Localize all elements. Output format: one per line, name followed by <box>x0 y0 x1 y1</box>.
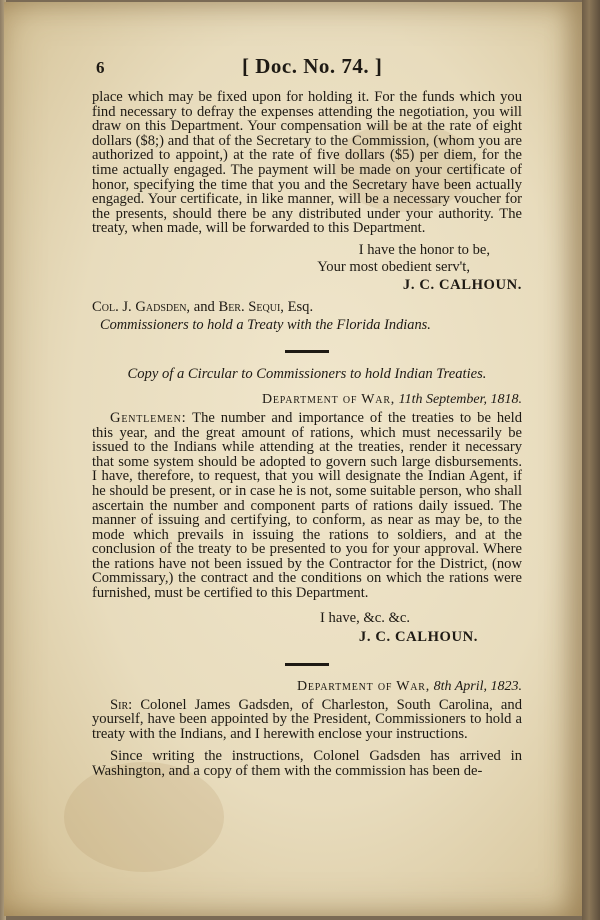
dateline-department: Department of War, <box>296 678 431 694</box>
letter2-para1-text: Colonel James Gadsden, of Charleston, South Carolina, and yourself, have been appointed by the President, Commissioners to hold a treaty with the Indians, and I herewith enclose your instructions. <box>92 696 522 742</box>
addressee-esq: Esq. <box>283 298 314 315</box>
circular-text: The number and importance of the treaties to be held this year, and the great amount of rations, which must necessarily be issued to the Indians while attending at the treaties, render it necessary that some system should be adopted to govern such large disbursements. I have, therefore, to request, that you will designate the Indian Agent, if he should be present, or in case he is not, some suitable person, who shall ascertain the number and component parts of rations daily issued. The manner of issuing and certifying, to conform, as near as may be, to the mode which prevails in issuing the rations to soldiers, and at the conclusion of the treaty to be presented to you for your approval. Where the rations have not been issued by the Contractor for the District, (now Commissary,) the contract and the conditions on which the rations were furnished, must be certified to this Department. <box>92 409 522 602</box>
addressee-name-1: Col. J. Gadsden, <box>92 298 191 315</box>
page-number: 6 <box>96 58 105 77</box>
letter2-para1 <box>92 698 522 742</box>
letter2-para2: Since writing the instructions, Colonel Gadsden has arrived in Washington, and a copy of them with the commission has been de- <box>92 748 522 780</box>
letter2-salutation: Sir: <box>110 696 133 713</box>
addressee-name-2: Ber. Sequi, <box>218 298 284 315</box>
letter1-closing-1: I have the honor to be, <box>358 241 490 258</box>
letter1-signature: J. C. CALHOUN. <box>402 276 522 293</box>
document-reference: [ Doc. No. 74. ] <box>242 54 383 78</box>
circular-closing: I have, &c. &c. <box>320 609 410 626</box>
addressee-and: and <box>190 298 219 315</box>
book-edge <box>582 0 600 920</box>
section-divider <box>285 663 329 666</box>
letter2-dateline <box>92 678 522 696</box>
addressee-role: Commissioners to hold a Treaty with the Florida Indians. <box>100 316 431 333</box>
letter1-closing-2: Your most obedient serv't, <box>317 258 470 275</box>
letter1-body: place which may be fixed upon for holding it. For the funds which you find necessary to defray the expenses attending the negotiation, you will draw on this Department. Your compensation will be at the rate of eight dollars ($8;) and that of the Secretary to the Commission, (whom you are authorized to appoint,) at the rate of five dollars ($5) per diem, for the time actually engaged. The payment will be made on your certificate of honor, specifying the time that you and the Secretary have been actually engaged. Your certificate, in like manner, will be a necessary voucher for the presents, should there be any distributed under your authority. The treaty, when made, will be forwarded to this Department. <box>92 89 522 237</box>
circular-body <box>92 411 522 601</box>
dateline-date: 8th April, 1823. <box>430 678 522 694</box>
section-divider <box>285 350 329 353</box>
page-header <box>92 50 522 90</box>
dateline-date: 11th September, 1818. <box>395 391 522 407</box>
circular-salutation: Gentlemen: <box>110 409 187 426</box>
circular-title: Copy of a Circular to Commissioners to hold Indian Treaties. <box>127 365 487 382</box>
page-content <box>92 50 522 779</box>
circular-signature: J. C. CALHOUN. <box>358 628 478 645</box>
letter1-addressee <box>92 298 522 316</box>
circular-dateline <box>92 391 522 409</box>
dateline-department: Department of War, <box>261 391 396 407</box>
